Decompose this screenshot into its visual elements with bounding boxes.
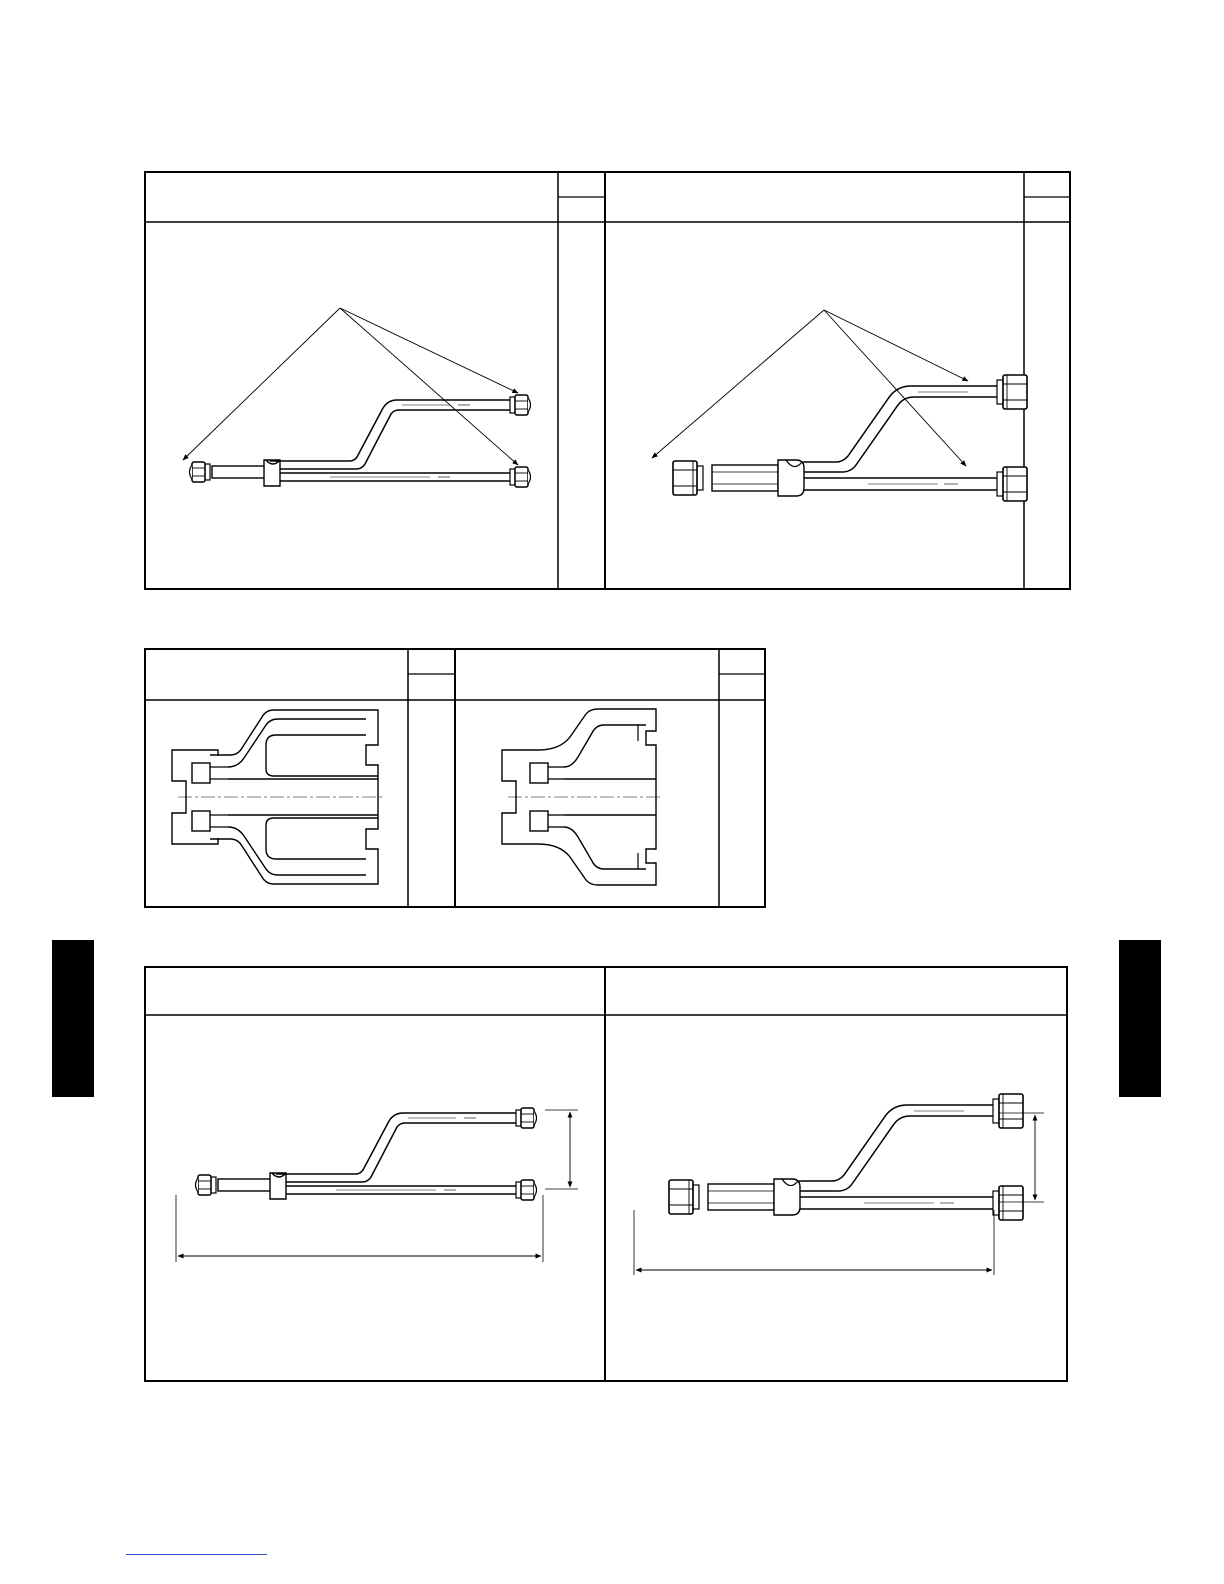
y-branch-flared-large xyxy=(652,310,1027,501)
y-branch-dimensioned-small xyxy=(176,1108,578,1262)
header-branch-3way xyxy=(502,709,663,885)
header-branch-4way xyxy=(172,710,383,884)
y-branch-flared-small xyxy=(183,308,531,487)
top-parts-table xyxy=(145,172,1070,589)
y-branch-dimensioned-large xyxy=(634,1094,1044,1275)
header-parts-table xyxy=(145,649,765,907)
